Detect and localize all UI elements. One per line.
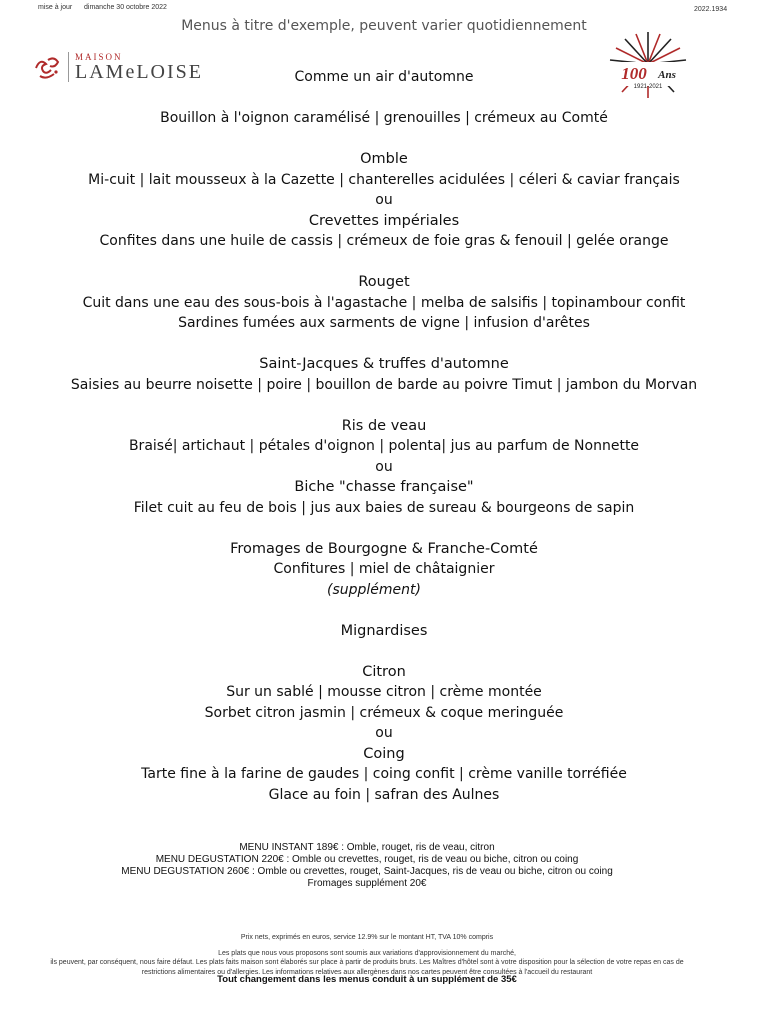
menu-line: Sur un sablé | mousse citron | crème montée — [226, 684, 542, 700]
menu-spacer — [0, 600, 768, 621]
menu-line: Bouillon à l'oignon caramélisé | grenouilles | crémeux au Comté — [160, 110, 608, 126]
formula-line: MENU INSTANT 189€ : Omble, rouget, ris de veau, citron — [239, 842, 495, 853]
menu-line: ou — [375, 458, 393, 475]
menu-formulas — [0, 842, 734, 890]
menu-line: Mi-cuit | lait mousseux à la Cazette | chanterelles acidulées | céleri & caviar français — [88, 171, 680, 188]
logo-name-text: LAMeLOISE — [75, 60, 203, 83]
menu-line: Filet cuit au feu de bois | jus aux baies de sureau & bourgeons de sapin — [133, 499, 635, 516]
dish-title: Coing — [363, 745, 405, 762]
menu-line: Confites dans une huile de cassis | crémeux de foie gras & fenouil | gelée orange — [99, 233, 669, 249]
fine-print-line: restrictions alimentaires ou d'allergies. Les informations relatives aux allergènes dans nos cartes peuvent être consultées à l'accueil du restaurant — [141, 968, 593, 976]
menu-spacer — [0, 88, 768, 109]
menu-line: (supplément) — [327, 581, 421, 598]
menu-line: ou — [375, 192, 393, 208]
fine-print-line: Les plats que nous vous proposons sont soumis aux variations d'approvisionnement du marché, — [218, 949, 516, 957]
menu-spacer — [0, 641, 768, 662]
menu-line: Braisé| artichaut | pétales d'oignon | polenta| jus au parfum de Nonnette — [128, 438, 640, 454]
menu-line: Comme un air d'automne — [294, 69, 474, 85]
dish-title: Omble — [360, 151, 408, 167]
menu-line: Sorbet citron jasmin | crémeux & coque meringuée — [204, 704, 564, 721]
menu-spacer — [0, 129, 768, 150]
seal-years: 100 — [621, 64, 647, 83]
dish-title: Saint-Jacques & truffes d'automne — [259, 356, 509, 372]
seal-ans: Ans — [658, 69, 676, 81]
dish-title: Mignardises — [340, 622, 428, 639]
seal-range: 1921-2021 — [633, 84, 663, 90]
menu-line: ou — [375, 725, 393, 741]
document-reference: 2022.1934 — [694, 6, 728, 13]
page-subtitle: Menus à titre d'exemple, peuvent varier quotidiennement — [181, 18, 587, 34]
fine-print — [0, 933, 734, 977]
dish-title: Citron — [362, 663, 406, 680]
menu-spacer — [0, 252, 768, 273]
final-note: Tout changement dans les menus conduit à un supplément de 35€ — [217, 974, 517, 985]
formula-line: MENU DEGUSTATION 260€ : Omble ou crevettes, rouget, Saint-Jacques, ris de veau ou biche, citron ou coing — [121, 866, 613, 877]
update-label: mise à jour — [38, 4, 73, 11]
menu-spacer — [0, 518, 768, 539]
menu-line: Saisies au beurre noisette | poire | bouillon de barde au poivre Timut | jambon du Morvan — [70, 376, 698, 393]
dish-title: Ris de veau — [341, 417, 427, 434]
fine-print-line: Prix nets, exprimés en euros, service 12.9% sur le montant HT, TVA 10% compris — [240, 934, 494, 941]
menu-spacer — [0, 334, 768, 355]
dish-title: Rouget — [358, 274, 410, 290]
menu-line: Glace au foin | safran des Aulnes — [268, 786, 500, 803]
fine-print-line: ils peuvent, par conséquent, nous faire défaut. Les plats faits maison sont élaborés sur place à partir de produits bruts. Les Maîtres d'hôtel sont à votre disposition pour la sélection de votre repas en cas de — [50, 959, 684, 966]
menu-line: Tarte fine à la farine de gaudes | coing confit | crème vanille torréfiée — [141, 766, 627, 782]
dish-title: Crevettes impériales — [308, 212, 460, 229]
menu-spacer — [0, 395, 768, 416]
formula-line: MENU DEGUSTATION 220€ : Omble ou crevettes, rouget, ris de veau ou biche, citron ou coing — [155, 854, 579, 865]
logo-maison-text: MAISON — [75, 51, 123, 62]
dish-title: Biche "chasse française" — [294, 479, 474, 495]
update-date: dimanche 30 octobre 2022 — [84, 4, 167, 11]
menu-line: Cuit dans une eau des sous-bois à l'agastache | melba de salsifis | topinambour confit — [82, 294, 686, 311]
dish-title: Fromages de Bourgogne & Franche-Comté — [230, 540, 538, 557]
menu-line: Sardines fumées aux sarments de vigne | infusion d'arêtes — [178, 315, 590, 331]
formula-line: Fromages supplément 20€ — [307, 878, 427, 889]
menu-line: Confitures | miel de châtaignier — [273, 561, 495, 577]
menu-list — [0, 67, 768, 805]
